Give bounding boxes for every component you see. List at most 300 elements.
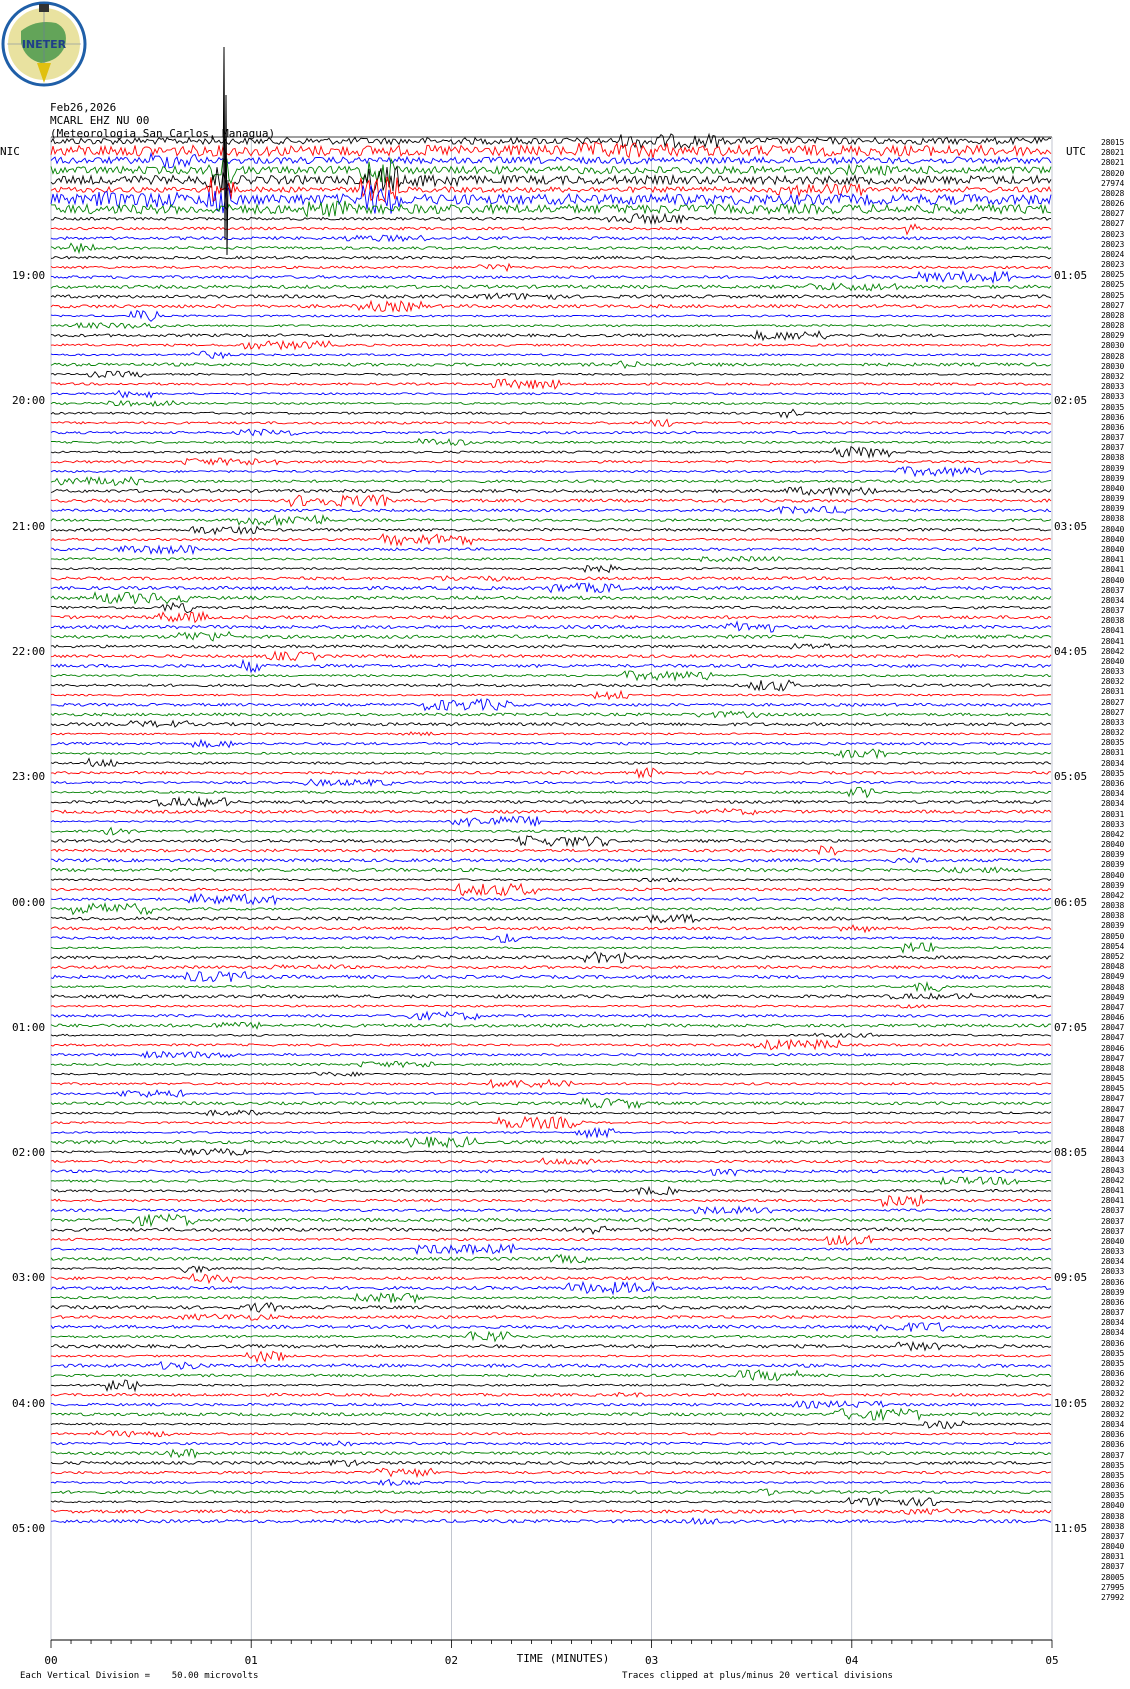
- trace-33: [51, 458, 1051, 465]
- row-value-label: 28043: [1101, 1165, 1125, 1175]
- row-value-label: 28049: [1101, 972, 1125, 982]
- row-value-label: 28049: [1101, 992, 1125, 1002]
- row-value-label: 28028: [1101, 351, 1125, 361]
- trace-51: [51, 632, 1051, 641]
- trace-118: [51, 1282, 1051, 1294]
- row-value-label: 28036: [1101, 1369, 1125, 1379]
- row-value-label: 28036: [1101, 422, 1125, 432]
- trace-35: [51, 477, 1051, 486]
- row-value-label: 28025: [1101, 280, 1125, 290]
- trace-129: [51, 1393, 1051, 1397]
- row-value-label: 28038: [1101, 514, 1125, 524]
- row-value-label: 28027: [1101, 697, 1125, 707]
- row-value-label: 28047: [1101, 1135, 1125, 1145]
- trace-117: [51, 1274, 1051, 1283]
- row-value-label: 28037: [1101, 585, 1125, 595]
- trace-69: [51, 809, 1051, 815]
- trace-52: [51, 644, 1051, 649]
- row-value-label: 28042: [1101, 829, 1125, 839]
- trace-44: [51, 565, 1051, 572]
- row-value-label: 27995: [1101, 1582, 1125, 1592]
- trace-20: [51, 331, 1051, 340]
- trace-66: [51, 779, 1051, 785]
- trace-8: [51, 214, 1051, 224]
- trace-60: [51, 721, 1051, 727]
- header-date: Feb26,2026: [50, 101, 117, 114]
- row-value-label: 28037: [1101, 1450, 1125, 1460]
- row-value-label: 28032: [1101, 728, 1125, 738]
- row-value-label: 28040: [1101, 524, 1125, 534]
- row-value-label: 28041: [1101, 1196, 1125, 1206]
- row-value-label: 28033: [1101, 667, 1125, 677]
- row-value-label: 28035: [1101, 1348, 1125, 1358]
- trace-128: [51, 1380, 1051, 1391]
- row-value-label: 28039: [1101, 473, 1125, 483]
- trace-97: [51, 1080, 1051, 1088]
- event-spike: [223, 47, 228, 255]
- row-value-label: 28039: [1101, 463, 1125, 473]
- trace-1: [51, 143, 1051, 159]
- trace-125: [51, 1351, 1051, 1361]
- trace-115: [51, 1255, 1051, 1263]
- row-value-label: 28034: [1101, 1328, 1125, 1338]
- scale-note: Each Vertical Division = 50.00 microvolts: [20, 1671, 259, 1681]
- trace-37: [51, 495, 1051, 506]
- trace-36: [51, 487, 1051, 495]
- left-time-tick: 05:00: [12, 1522, 46, 1535]
- trace-120: [51, 1303, 1051, 1313]
- right-timezone-label: UTC: [1066, 145, 1086, 158]
- row-value-label: 28039: [1101, 494, 1125, 504]
- left-time-tick: 23:00: [12, 770, 46, 784]
- left-time-tick: 02:00: [12, 1146, 46, 1160]
- trace-76: [51, 878, 1051, 882]
- left-time-tick: 21:00: [12, 519, 46, 533]
- row-value-label: 28037: [1101, 1308, 1125, 1318]
- row-value-label: 28048: [1101, 1124, 1125, 1134]
- row-value-label: 28038: [1101, 1521, 1125, 1531]
- trace-30: [51, 429, 1051, 435]
- x-tick-label: 04: [845, 1654, 859, 1667]
- trace-48: [51, 603, 1051, 613]
- trace-108: [51, 1187, 1051, 1195]
- trace-73: [51, 846, 1051, 855]
- row-value-label: 28034: [1101, 799, 1125, 809]
- right-time-tick: 02:05: [1054, 394, 1088, 408]
- row-value-label: 27974: [1101, 178, 1125, 188]
- left-time-tick: 00:00: [12, 895, 46, 909]
- row-value-label: 28030: [1101, 341, 1125, 351]
- right-time-tick: 06:05: [1054, 895, 1088, 909]
- trace-136: [51, 1460, 1051, 1466]
- trace-85: [51, 965, 1051, 969]
- trace-91: [51, 1022, 1051, 1028]
- row-value-label: 28032: [1101, 1379, 1125, 1389]
- trace-74: [51, 858, 1051, 863]
- trace-95: [51, 1061, 1051, 1067]
- row-value-label: 28048: [1101, 962, 1125, 972]
- left-time-tick: 03:00: [12, 1271, 46, 1285]
- row-value-label: 28032: [1101, 1389, 1125, 1399]
- row-value-label: 28038: [1101, 911, 1125, 921]
- trace-124: [51, 1342, 1051, 1350]
- row-value-label: 28044: [1101, 1145, 1125, 1155]
- row-value-label: 28036: [1101, 1440, 1125, 1450]
- right-time-tick: 07:05: [1054, 1020, 1088, 1034]
- row-value-label: 28047: [1101, 1114, 1125, 1124]
- trace-16: [51, 293, 1051, 299]
- row-value-label: 28038: [1101, 616, 1125, 626]
- row-value-label: 28040: [1101, 1542, 1125, 1552]
- left-time-tick: 22:00: [12, 644, 46, 658]
- row-value-label: 28042: [1101, 646, 1125, 656]
- trace-43: [51, 557, 1051, 562]
- trace-56: [51, 680, 1051, 690]
- trace-121: [51, 1314, 1051, 1320]
- trace-100: [51, 1110, 1051, 1115]
- trace-86: [51, 972, 1051, 982]
- trace-24: [51, 371, 1051, 377]
- trace-123: [51, 1332, 1051, 1342]
- row-value-label: 28021: [1101, 158, 1125, 168]
- trace-40: [51, 527, 1051, 535]
- right-time-tick: 04:05: [1054, 644, 1088, 658]
- row-value-label: 28039: [1101, 850, 1125, 860]
- trace-29: [51, 419, 1051, 426]
- trace-132: [51, 1421, 1051, 1429]
- trace-63: [51, 749, 1051, 758]
- trace-70: [51, 817, 1051, 827]
- trace-39: [51, 515, 1051, 525]
- trace-127: [51, 1370, 1051, 1381]
- trace-22: [51, 351, 1051, 358]
- row-value-label: 28034: [1101, 595, 1125, 605]
- row-value-label: 28027: [1101, 209, 1125, 219]
- row-value-label: 28035: [1101, 402, 1125, 412]
- row-value-label: 28047: [1101, 1033, 1125, 1043]
- trace-72: [51, 836, 1051, 846]
- row-value-label: 28047: [1101, 1023, 1125, 1033]
- trace-90: [51, 1012, 1051, 1020]
- row-value-label: 28036: [1101, 779, 1125, 788]
- row-value-label: 28040: [1101, 575, 1125, 585]
- row-value-label: 28033: [1101, 1247, 1125, 1257]
- trace-81: [51, 925, 1051, 932]
- trace-79: [51, 903, 1051, 914]
- trace-78: [51, 894, 1051, 904]
- trace-87: [51, 983, 1051, 992]
- x-tick-label: 05: [1045, 1654, 1059, 1667]
- row-value-label: 28032: [1101, 1409, 1125, 1419]
- trace-104: [51, 1149, 1051, 1156]
- row-value-label: 28039: [1101, 504, 1125, 514]
- trace-137: [51, 1468, 1051, 1476]
- row-value-label: 28040: [1101, 870, 1125, 880]
- row-value-label: 28036: [1101, 1430, 1125, 1440]
- trace-94: [51, 1052, 1051, 1058]
- row-value-label: 28043: [1101, 1155, 1125, 1165]
- ineter-logo: [1, 1, 87, 87]
- trace-102: [51, 1128, 1051, 1137]
- row-value-label: 28037: [1101, 1531, 1125, 1541]
- row-value-label: 28029: [1101, 331, 1125, 341]
- trace-68: [51, 798, 1051, 807]
- row-value-label: 28042: [1101, 890, 1125, 900]
- row-value-label: 28031: [1101, 748, 1125, 758]
- left-time-tick: 19:00: [12, 269, 46, 282]
- trace-119: [51, 1293, 1051, 1302]
- trace-46: [51, 583, 1051, 592]
- trace-141: [51, 1509, 1051, 1515]
- row-value-label: 28033: [1101, 382, 1125, 392]
- trace-28: [51, 409, 1051, 417]
- trace-116: [51, 1266, 1051, 1272]
- trace-31: [51, 439, 1051, 446]
- row-value-label: 28033: [1101, 819, 1125, 829]
- trace-88: [51, 994, 1051, 1000]
- trace-57: [51, 691, 1051, 699]
- trace-49: [51, 612, 1051, 622]
- row-value-label: 28041: [1101, 1186, 1125, 1195]
- row-value-label: 28040: [1101, 483, 1125, 493]
- trace-32: [51, 447, 1051, 458]
- row-value-label: 28037: [1101, 1206, 1125, 1216]
- trace-11: [51, 243, 1051, 252]
- row-value-label: 28039: [1101, 1287, 1125, 1297]
- trace-64: [51, 759, 1051, 767]
- right-time-tick: 10:05: [1054, 1396, 1088, 1410]
- trace-109: [51, 1195, 1051, 1207]
- row-value-label: 28048: [1101, 982, 1125, 992]
- trace-75: [51, 867, 1051, 873]
- trace-19: [51, 323, 1051, 328]
- left-time-tick: 01:00: [12, 1020, 46, 1034]
- trace-59: [51, 711, 1051, 717]
- seismic-traces: [51, 47, 1051, 1524]
- trace-142: [51, 1518, 1051, 1524]
- row-value-label: 28036: [1101, 1297, 1125, 1307]
- trace-107: [51, 1177, 1051, 1184]
- x-axis-title: TIME (MINUTES): [516, 1652, 610, 1665]
- trace-54: [51, 660, 1051, 672]
- trace-45: [51, 576, 1051, 581]
- row-value-label: 28037: [1101, 1226, 1125, 1236]
- trace-131: [51, 1409, 1051, 1420]
- header-location: (Meteorologia San Carlos, Managua): [50, 127, 276, 140]
- row-value-label: 28037: [1101, 606, 1125, 616]
- trace-26: [51, 391, 1051, 398]
- right-time-tick: 03:05: [1054, 519, 1088, 533]
- row-value-label: 28041: [1101, 565, 1125, 575]
- trace-47: [51, 592, 1051, 603]
- right-time-tick: 08:05: [1054, 1146, 1088, 1160]
- trace-106: [51, 1169, 1051, 1175]
- trace-18: [51, 311, 1051, 322]
- row-value-label: 28028: [1101, 310, 1125, 320]
- row-value-label: 28040: [1101, 656, 1125, 666]
- trace-15: [51, 283, 1051, 291]
- trace-138: [51, 1480, 1051, 1486]
- row-value-label: 28036: [1101, 412, 1125, 422]
- row-value-label: 28023: [1101, 239, 1125, 249]
- row-value-label: 28036: [1101, 1338, 1125, 1348]
- trace-61: [51, 732, 1051, 736]
- row-value-label: 28039: [1101, 921, 1125, 931]
- left-time-tick: 20:00: [12, 394, 46, 408]
- row-value-label: 28034: [1101, 1257, 1125, 1267]
- row-value-label: 28038: [1101, 1511, 1125, 1521]
- trace-84: [51, 952, 1051, 963]
- row-value-label: 28027: [1101, 219, 1125, 229]
- right-time-tick: 05:05: [1054, 770, 1088, 784]
- row-value-label: 28041: [1101, 555, 1125, 565]
- row-value-label: 28045: [1101, 1084, 1125, 1094]
- trace-113: [51, 1235, 1051, 1245]
- row-value-label: 28048: [1101, 1063, 1125, 1073]
- trace-27: [51, 401, 1051, 406]
- trace-93: [51, 1040, 1051, 1050]
- row-value-label: 28033: [1101, 392, 1125, 402]
- trace-38: [51, 507, 1051, 514]
- row-value-label: 28031: [1101, 687, 1125, 697]
- trace-14: [51, 272, 1051, 283]
- row-value-label: 28037: [1101, 1562, 1125, 1572]
- row-value-label: 28034: [1101, 789, 1125, 799]
- time-axis: [51, 137, 1052, 1648]
- trace-130: [51, 1401, 1051, 1408]
- x-tick-label: 00: [44, 1654, 58, 1667]
- row-value-label: 28035: [1101, 738, 1125, 748]
- row-value-label: 28021: [1101, 148, 1125, 158]
- row-value-label: 28035: [1101, 1460, 1125, 1470]
- trace-9: [51, 224, 1051, 234]
- trace-96: [51, 1072, 1051, 1076]
- trace-67: [51, 787, 1051, 797]
- trace-114: [51, 1244, 1051, 1253]
- right-time-tick: 09:05: [1054, 1271, 1088, 1285]
- row-value-label: 28047: [1101, 1094, 1125, 1104]
- trace-42: [51, 546, 1051, 554]
- row-value-label: 28025: [1101, 270, 1125, 280]
- row-value-label: 28025: [1101, 290, 1125, 300]
- row-value-label: 28020: [1101, 168, 1125, 178]
- trace-101: [51, 1117, 1051, 1129]
- trace-112: [51, 1226, 1051, 1234]
- row-value-label: 28030: [1101, 361, 1125, 371]
- trace-17: [51, 301, 1051, 311]
- trace-13: [51, 264, 1051, 271]
- trace-111: [51, 1214, 1051, 1225]
- row-value-label: 28034: [1101, 758, 1125, 768]
- row-value-label: 28040: [1101, 1501, 1125, 1511]
- row-value-label: 28047: [1101, 1104, 1125, 1114]
- trace-62: [51, 740, 1051, 747]
- row-value-label: 28031: [1101, 1552, 1125, 1562]
- trace-122: [51, 1323, 1051, 1332]
- row-value-label: 28047: [1101, 1053, 1125, 1063]
- trace-82: [51, 934, 1051, 943]
- right-time-tick: 11:05: [1054, 1522, 1088, 1535]
- row-value-label: 28005: [1101, 1572, 1125, 1582]
- trace-80: [51, 914, 1051, 922]
- header-station: MCARL EHZ NU 00: [50, 114, 150, 127]
- trace-140: [51, 1498, 1051, 1506]
- row-value-label: 28040: [1101, 840, 1125, 850]
- row-value-label: 28041: [1101, 626, 1125, 636]
- row-value-label: 28024: [1101, 249, 1125, 259]
- trace-83: [51, 943, 1051, 953]
- trace-23: [51, 361, 1051, 368]
- row-value-label: 28039: [1101, 880, 1125, 890]
- row-value-label: 28040: [1101, 544, 1125, 554]
- trace-55: [51, 671, 1051, 680]
- row-value-label: 28026: [1101, 199, 1125, 209]
- trace-126: [51, 1362, 1051, 1369]
- row-value-label: 28052: [1101, 951, 1125, 961]
- row-value-label: 28040: [1101, 534, 1125, 544]
- row-value-label: 28027: [1101, 707, 1125, 717]
- row-value-label: 28032: [1101, 1399, 1125, 1409]
- trace-103: [51, 1137, 1051, 1148]
- row-value-label: 28035: [1101, 768, 1125, 778]
- right-time-tick: 01:05: [1054, 269, 1088, 282]
- x-tick-label: 03: [644, 1654, 659, 1667]
- trace-105: [51, 1158, 1051, 1164]
- row-value-label: 28036: [1101, 1481, 1125, 1491]
- row-value-label: 28028: [1101, 188, 1125, 198]
- row-value-label: 28033: [1101, 717, 1125, 727]
- row-value-label: 28023: [1101, 260, 1125, 270]
- logo-text: INETER: [21, 38, 67, 51]
- row-value-label: 28047: [1101, 1002, 1125, 1012]
- trace-21: [51, 341, 1051, 349]
- row-value-label: 28038: [1101, 901, 1125, 911]
- trace-99: [51, 1098, 1051, 1108]
- trace-58: [51, 699, 1051, 710]
- row-value-label: 28037: [1101, 1216, 1125, 1226]
- clip-note: Traces clipped at plus/minus 20 vertical divisions: [622, 1671, 893, 1681]
- trace-41: [51, 534, 1051, 545]
- row-value-label: 28037: [1101, 443, 1125, 453]
- row-value-label: 28039: [1101, 860, 1125, 870]
- row-value-label: 28036: [1101, 1277, 1125, 1287]
- row-value-label: 28045: [1101, 1074, 1125, 1084]
- x-tick-label: 01: [244, 1654, 258, 1667]
- trace-89: [51, 1005, 1051, 1008]
- row-value-label: 28054: [1101, 941, 1125, 951]
- trace-25: [51, 379, 1051, 389]
- trace-65: [51, 768, 1051, 777]
- row-value-label: 28031: [1101, 809, 1125, 819]
- row-value-label: 28041: [1101, 636, 1125, 646]
- x-tick-label: 02: [444, 1654, 459, 1667]
- trace-50: [51, 622, 1051, 632]
- row-value-label: 28040: [1101, 1236, 1125, 1246]
- row-value-label: 28046: [1101, 1013, 1125, 1023]
- row-value-label: 28035: [1101, 1491, 1125, 1501]
- trace-12: [51, 256, 1051, 260]
- row-value-label: 28038: [1101, 453, 1125, 463]
- row-value-label: 28050: [1101, 931, 1125, 941]
- trace-133: [51, 1431, 1051, 1437]
- left-timezone-label: NIC: [0, 145, 20, 158]
- row-value-label: 28023: [1101, 229, 1125, 239]
- row-value-label: 28027: [1101, 300, 1125, 310]
- row-value-label: 28034: [1101, 1420, 1125, 1430]
- row-value-label: 28034: [1101, 1318, 1125, 1328]
- trace-139: [51, 1489, 1051, 1496]
- trace-110: [51, 1207, 1051, 1214]
